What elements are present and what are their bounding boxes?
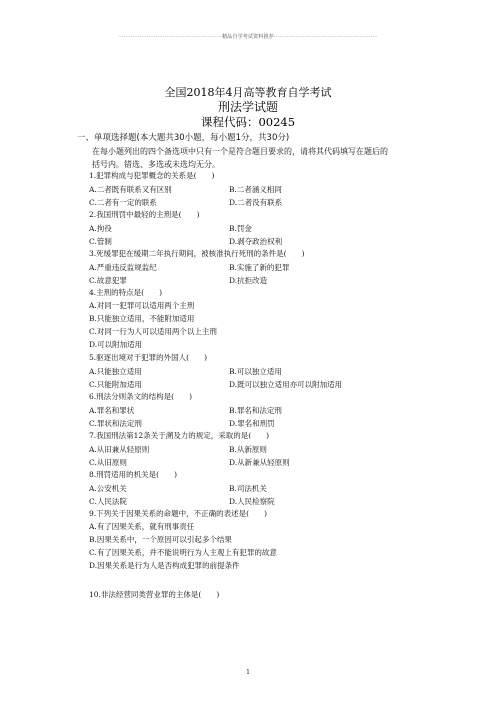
question-2-option-a: A.拘役 [89, 224, 112, 233]
question-9-option-d: D.因果关系是行为人是否构成犯罪的前提条件 [89, 561, 240, 570]
question-5-stem: 5.驱逐出境对于犯罪的外国人( ) [89, 353, 208, 362]
question-7-option-d: D.从新兼从轻原则 [229, 458, 290, 467]
question-8-option-d: D.人民检察院 [229, 497, 275, 506]
course-code: 课程代码：00245 [200, 115, 296, 129]
question-5-option-b: B.可以独立适用 [229, 367, 282, 376]
subject-title: 刑法学试题 [217, 100, 278, 114]
question-4-stem: 4.主刑的特点是( ) [89, 288, 163, 297]
section-heading: 一、单项选择题(本大题共30小题，每小题1分，共30分) [77, 133, 290, 143]
question-2-option-b: B.罚金 [229, 224, 252, 233]
question-5-option-c: C.只能附加适用 [89, 380, 142, 389]
question-7-stem: 7.我国刑法第12条关于溯及力的规定，采取的是( ) [89, 431, 270, 440]
question-6-option-c: C.罪状和法定刑 [89, 419, 142, 428]
question-10-stem: 10.非法经营同类营业罪的主体是( ) [89, 590, 220, 599]
question-4-option-d: D.可以附加适用 [89, 340, 143, 349]
question-3-option-d: D.抗拒改造 [229, 276, 268, 285]
question-7-option-c: C.从旧原则 [89, 458, 127, 467]
page-number: 1 [246, 669, 250, 676]
header-dots-right: ·························································· [274, 34, 378, 40]
question-9-option-a: A.有了因果关系，就有刑事责任 [89, 522, 195, 531]
question-9-stem: 9.下列关于因果关系的命题中，不正确的表述是( ) [89, 509, 268, 518]
question-4-option-b: B.只能独立适用，不能附加适用 [89, 314, 195, 323]
question-5-option-d: D.既可以独立适用亦可以附加适用 [229, 380, 343, 389]
question-1-option-d: D.二者没有联系 [229, 198, 283, 207]
header-text: 精品自学考试资料推荐 [221, 34, 274, 40]
question-9-option-c: C.有了因果关系，并不能说明行为人主观上有犯罪的故意 [89, 548, 277, 557]
question-4-option-a: A.对同一犯罪可以适用两个主刑 [89, 301, 195, 310]
page-header [80, 33, 416, 40]
section-instruction-cont: 括号内。错选、多选或未选均无分。 [92, 160, 220, 169]
exam-title: 全国2018年4月高等教育自学考试 [164, 86, 332, 99]
question-6-option-b: B.罪名和法定刑 [229, 406, 282, 415]
question-2-option-d: D.剥夺政治权利 [229, 237, 283, 246]
question-2-option-c: C.管制 [89, 237, 112, 246]
question-9-option-b: B.因果关系中，一个原因可以引起多个结果 [89, 535, 232, 544]
question-4-option-c: C.对同一行为人可以适用两个以上主刑 [89, 327, 217, 336]
question-8-option-a: A.公安机关 [89, 484, 127, 493]
question-6-stem: 6.刑法分则条文的结构是( ) [89, 392, 193, 401]
header-dots-left: ·························································· [118, 34, 222, 40]
question-6-option-a: A.罪名和罪状 [89, 406, 135, 415]
question-6-option-d: D.罪名和刑罚 [229, 419, 275, 428]
question-1-option-b: B.二者涵义相同 [229, 185, 282, 194]
question-1-option-a: A.二者既有联系又有区别 [89, 185, 172, 194]
question-1-stem: 1.犯罪构成与犯罪概念的关系是( ) [89, 171, 215, 180]
question-7-option-a: A.从旧兼从轻原则 [89, 445, 150, 454]
question-8-option-b: B.司法机关 [229, 484, 267, 493]
question-7-option-b: B.从新原则 [229, 445, 267, 454]
question-2-stem: 2.我国刑罚中最轻的主刑是( ) [89, 210, 200, 219]
question-5-option-a: A.只能独立适用 [89, 367, 142, 376]
question-3-stem: 3.死缓罪犯在缓期二年执行期间，被核准执行死刑的条件是( ) [89, 249, 305, 258]
question-8-stem: 8.刑罚适用的机关是( ) [89, 470, 178, 479]
question-8-option-c: C.人民法院 [89, 497, 127, 506]
question-1-option-c: C.二者有一定的联系 [89, 198, 157, 207]
question-3-option-b: B.实施了新的犯罪 [229, 263, 290, 272]
question-3-option-c: C.故意犯罪 [89, 276, 127, 285]
question-3-option-a: A.严重违反监规监纪 [89, 263, 157, 272]
section-instruction: 在每小题列出的四个备选项中只有一个是符合题目要求的，请将其代码填写在题后的 [92, 147, 388, 156]
